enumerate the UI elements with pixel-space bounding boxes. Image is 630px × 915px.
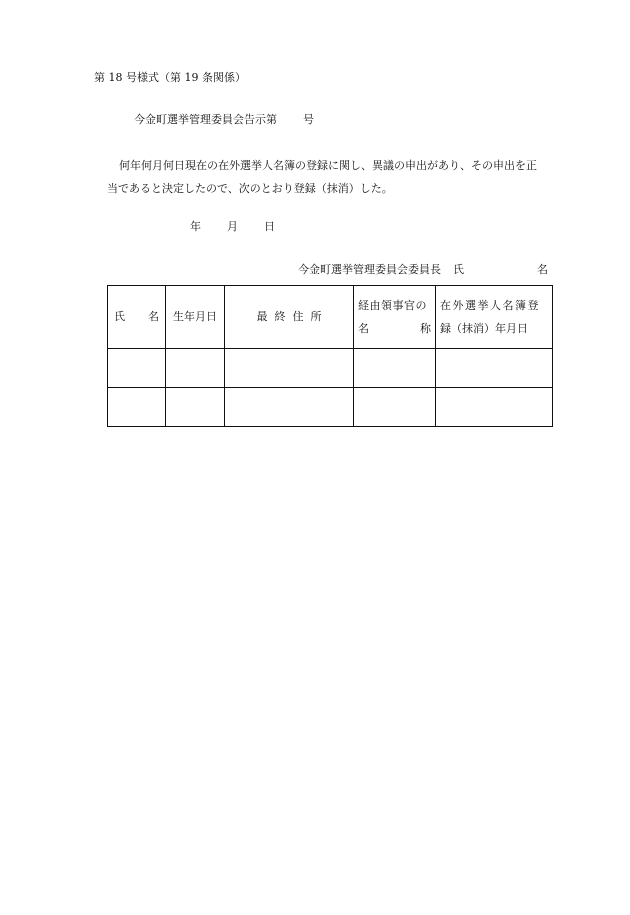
date-year: 年 xyxy=(190,220,201,233)
table-cell xyxy=(225,388,354,427)
table-cell xyxy=(166,349,225,388)
header-registration-date xyxy=(436,286,553,349)
table-cell xyxy=(225,349,354,388)
header-last-address-label: 最終住所 xyxy=(256,310,329,324)
signer-name-label-b: 名 xyxy=(537,263,548,276)
header-consul-line1: 経由領事官の xyxy=(358,298,427,312)
table-cell xyxy=(108,388,166,427)
table-cell xyxy=(354,388,436,427)
body-paragraph xyxy=(94,154,584,200)
header-consul-line2a: 名 xyxy=(358,322,369,335)
body-line-1: 何年何月何日現在の在外選挙人名簿の登録に関し、異議の申出があり、その申出を正 xyxy=(119,159,537,172)
signer-title: 今金町選挙管理委員会委員長 xyxy=(298,263,441,276)
notice-title-suffix: 号 xyxy=(303,113,314,126)
date-month: 月 xyxy=(227,220,238,233)
form-number: 第 18 号様式（第 19 条関係） xyxy=(94,71,246,84)
header-name-b: 名 xyxy=(148,310,159,324)
registration-table xyxy=(107,285,553,427)
date-line xyxy=(190,219,275,234)
table-cell xyxy=(166,388,225,427)
header-registration-line1: 在外選挙人名簿登 xyxy=(440,298,540,312)
table-cell xyxy=(436,349,553,388)
header-last-address xyxy=(225,286,354,349)
table-row xyxy=(108,349,553,388)
table-cell xyxy=(436,388,553,427)
header-registration-line2: 録（抹消）年月日 xyxy=(440,322,528,335)
table-header-row xyxy=(108,286,553,349)
header-consul xyxy=(354,286,436,349)
table-row xyxy=(108,388,553,427)
signer-line xyxy=(298,262,548,277)
body-line-2: 当であると決定したので、次のとおり登録（抹消）した。 xyxy=(107,182,393,195)
notice-title xyxy=(134,112,314,127)
table-cell xyxy=(354,349,436,388)
notice-title-prefix: 今金町選挙管理委員会告示第 xyxy=(134,113,277,126)
header-name xyxy=(108,286,166,349)
table-cell xyxy=(108,349,166,388)
header-name-a: 氏 xyxy=(114,310,125,324)
date-day: 日 xyxy=(264,220,275,233)
header-birthdate-label: 生年月日 xyxy=(173,310,217,324)
header-birthdate xyxy=(166,286,225,349)
signer-name-label-a: 氏 xyxy=(453,263,464,276)
header-consul-line2b: 称 xyxy=(420,322,431,335)
